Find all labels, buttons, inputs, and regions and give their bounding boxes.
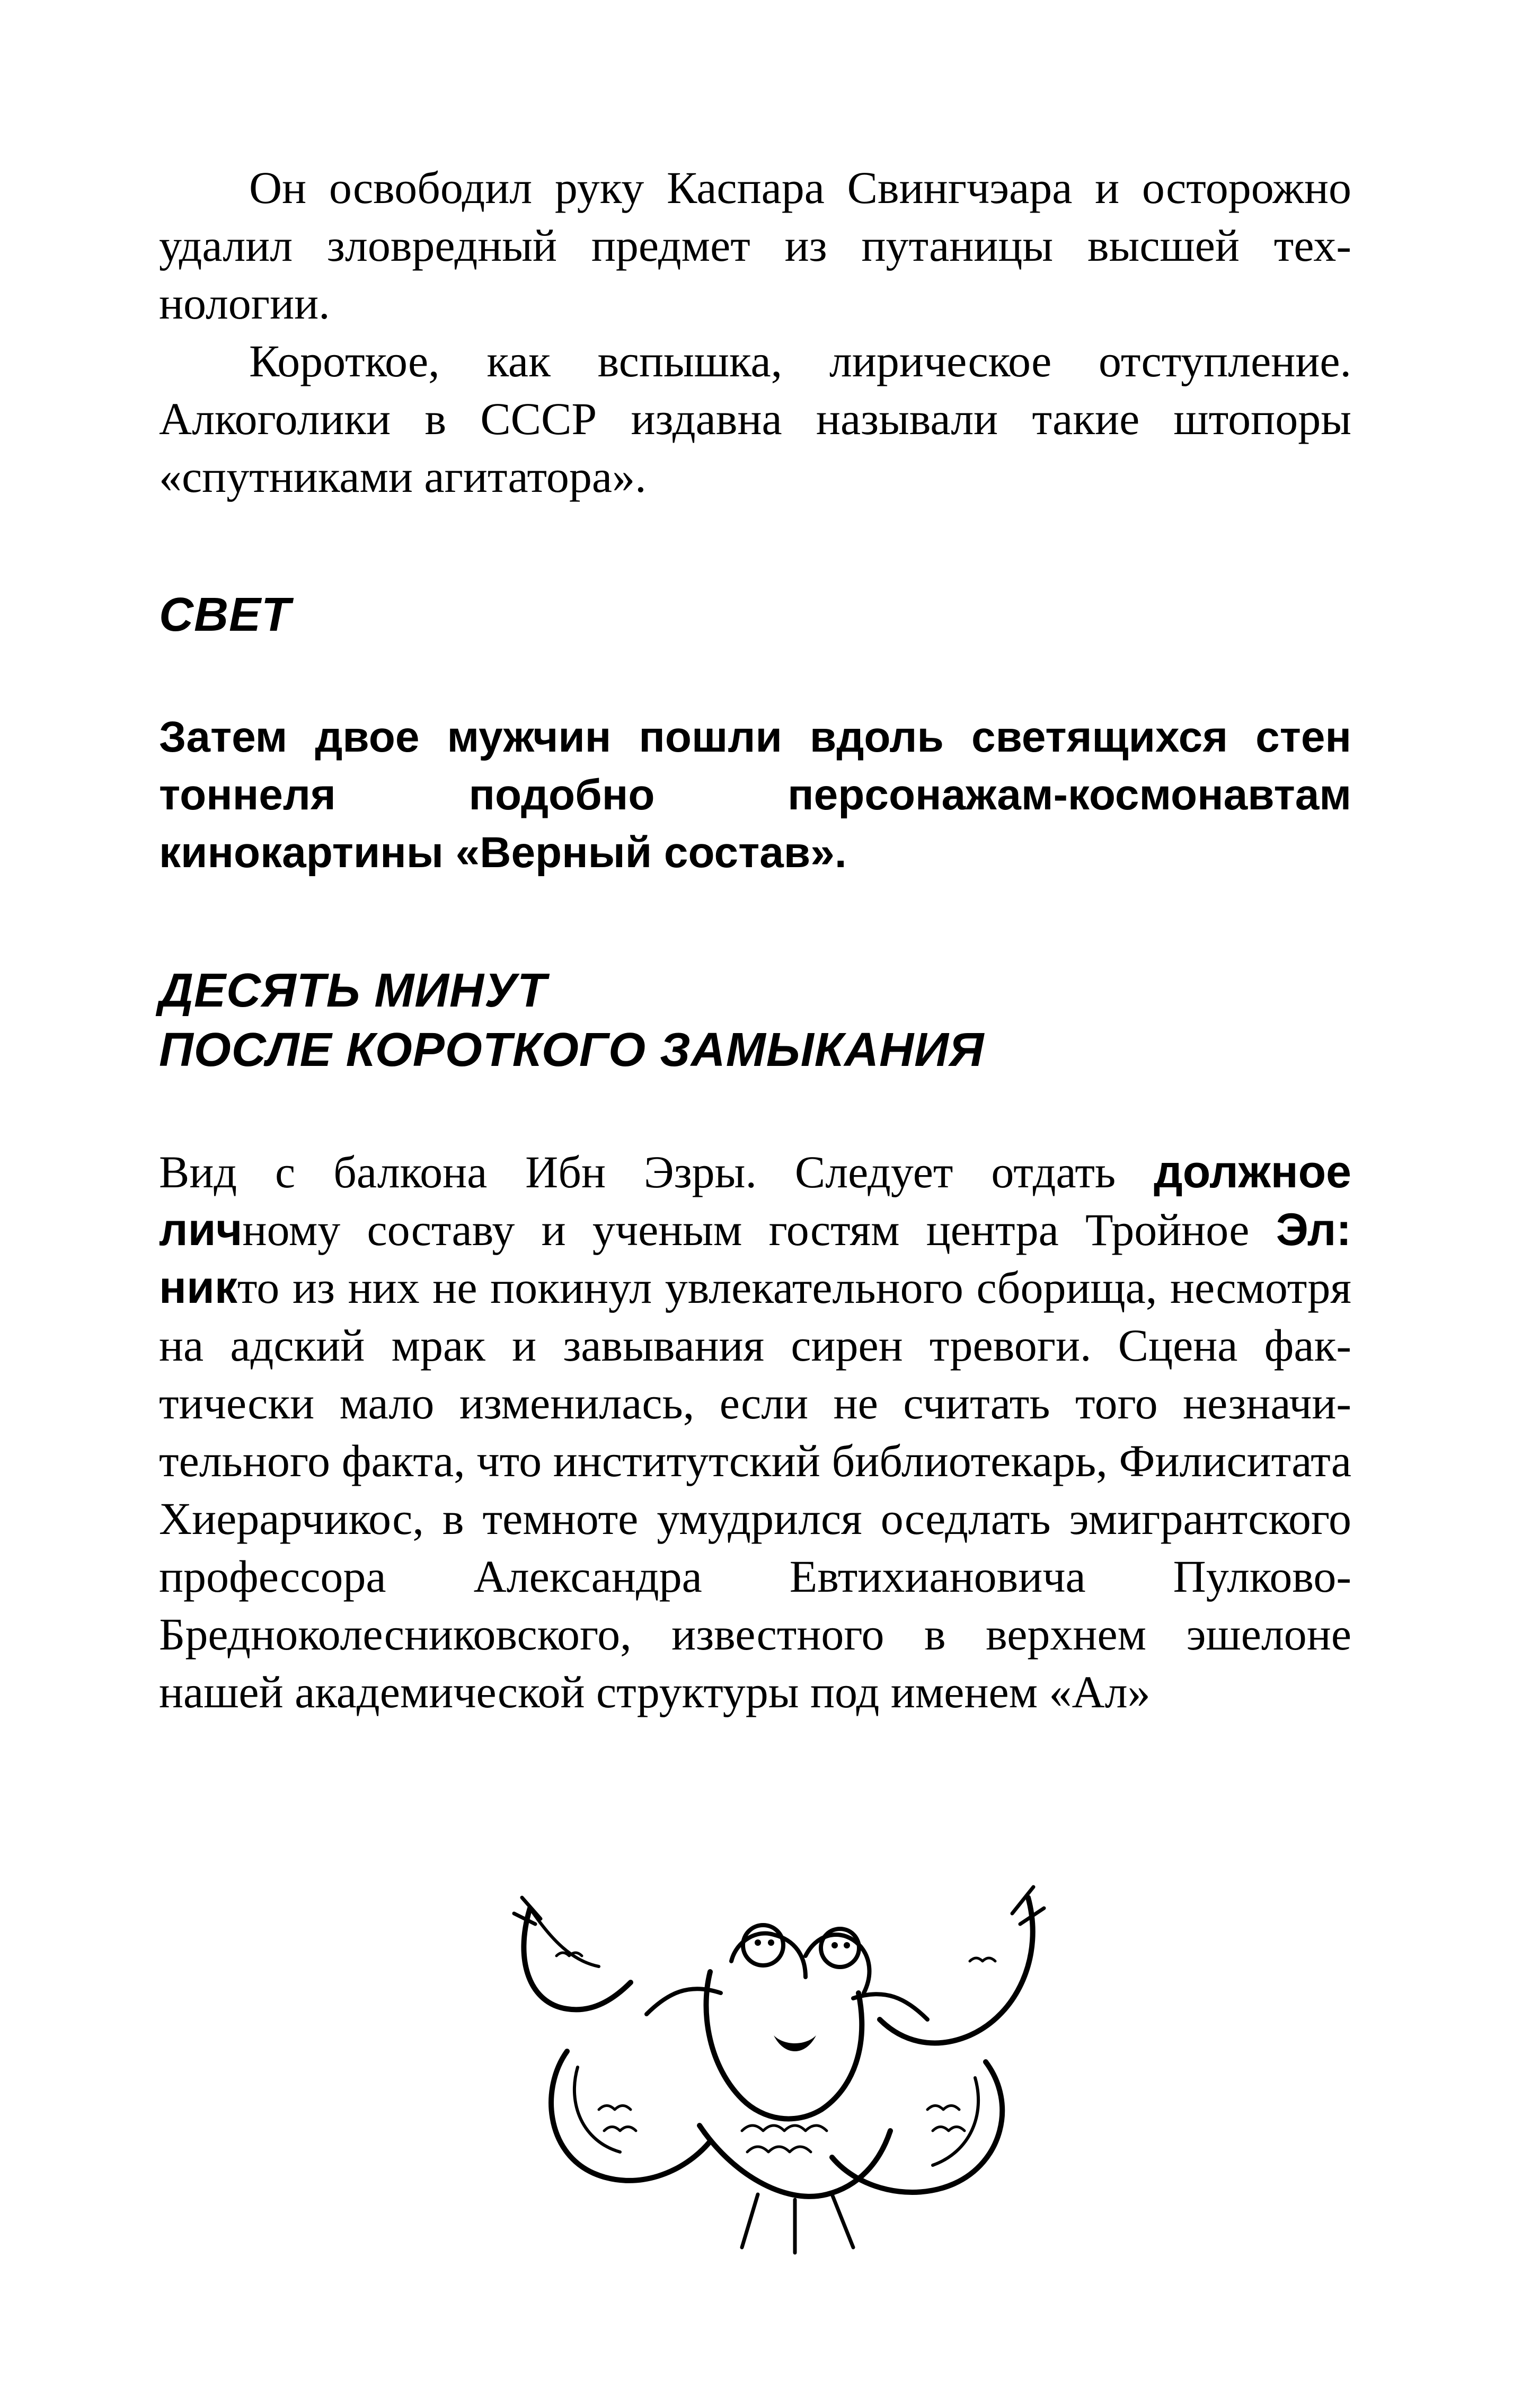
section-heading-ten-minutes [159, 961, 1351, 1080]
text-bold-2: Эл: ник [159, 1204, 1351, 1313]
mermaid-tritons-ornament-icon [509, 1876, 1049, 2258]
heading-line-1: ДЕСЯТЬ МИНУТ [159, 964, 547, 1017]
section-heading-light: СВЕТ [159, 588, 291, 641]
paragraph-ten-minutes [159, 1143, 1351, 1721]
text-start: Вид с балкона Ибн Эзры. Следует отдать [159, 1146, 1154, 1197]
paragraph-intro-1: Он освободил руку Каспара Свингчэара и осторожно удалил зловредный предмет из путаницы высшей технологии. [159, 162, 1351, 329]
heading-line-2: ПОСЛЕ КОРОТКОГО ЗАМЫКАНИЯ [159, 1024, 985, 1077]
book-page [159, 159, 1351, 1721]
text-bold-1: должное лич [159, 1146, 1351, 1255]
text-rest: то из них не покинул увлекательного сборища, несмотря на адский мрак и завывания сирен тревоги. Сцена фактически мало изменилась, если не считать того незначительного факта, что институтский библиотекарь, Филиситата Хиерарчикос, в темноте умудрился оседлать эмигрантского профессора Александра Евтихиановича Пулково-Бредноколесниковского, известного в верхнем эшелоне нашей академической структуры под именем «Ал» [159, 1262, 1351, 1717]
paragraph-light: Затем двое мужчин пошли вдоль светящихся стен тоннеля подобно персонажам-космонавтам кинокартины «Верный состав». [159, 713, 1351, 877]
text-mid-1: ному составу и ученым гостям центра Тройное [242, 1204, 1276, 1255]
paragraph-intro-2: Короткое, как вспышка, лирическое отступление. Алкоголики в СССР издавна называли такие штопоры «спутниками агитатора». [159, 336, 1351, 502]
